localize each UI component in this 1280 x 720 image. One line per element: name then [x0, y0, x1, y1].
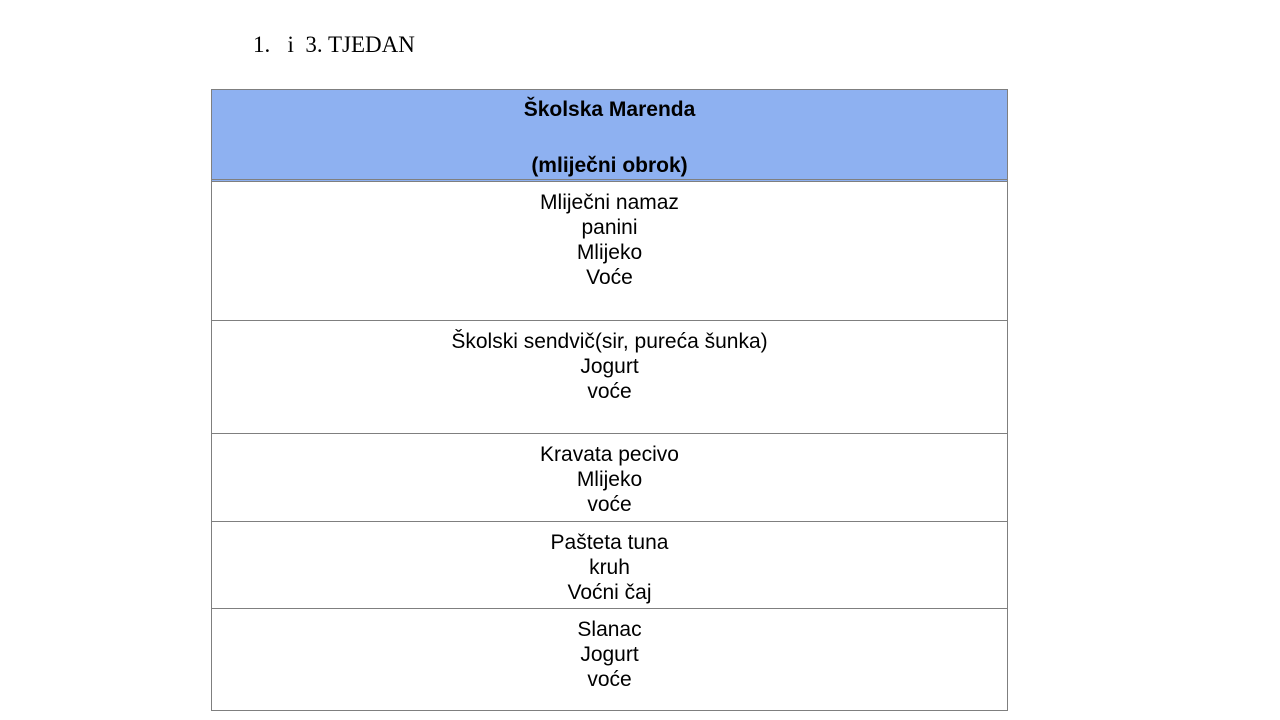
- menu-item: voće: [587, 493, 632, 516]
- menu-item: Jogurt: [580, 643, 639, 666]
- menu-item: Voće: [586, 266, 633, 289]
- menu-row-4: [212, 522, 1007, 609]
- week-heading: 1. i 3. TJEDAN: [253, 32, 415, 57]
- menu-item: voće: [587, 380, 632, 403]
- menu-item: voće: [587, 668, 632, 691]
- menu-item: Pašteta tuna: [550, 531, 669, 554]
- menu-item: Slanac: [577, 618, 642, 641]
- menu-row-5: [212, 609, 1007, 710]
- menu-item: Školski sendvič(sir, pureća šunka): [451, 330, 768, 353]
- menu-item: kruh: [589, 556, 630, 579]
- menu-row-2: [212, 321, 1007, 434]
- menu-row-3: [212, 434, 1007, 522]
- menu-item: Mlijeko: [576, 241, 643, 264]
- menu-item: Voćni čaj: [567, 581, 652, 604]
- menu-row-1: [212, 182, 1007, 321]
- menu-table: [211, 89, 1008, 711]
- menu-item: Mliječni namaz: [540, 191, 679, 214]
- menu-subtitle: (mliječni obrok): [531, 154, 688, 177]
- menu-title: Školska Marenda: [523, 98, 696, 121]
- menu-item: Jogurt: [580, 355, 639, 378]
- menu-item: panini: [581, 216, 638, 239]
- menu-item: Mlijeko: [576, 468, 643, 491]
- menu-item: Kravata pecivo: [540, 443, 679, 466]
- menu-header: [212, 90, 1007, 182]
